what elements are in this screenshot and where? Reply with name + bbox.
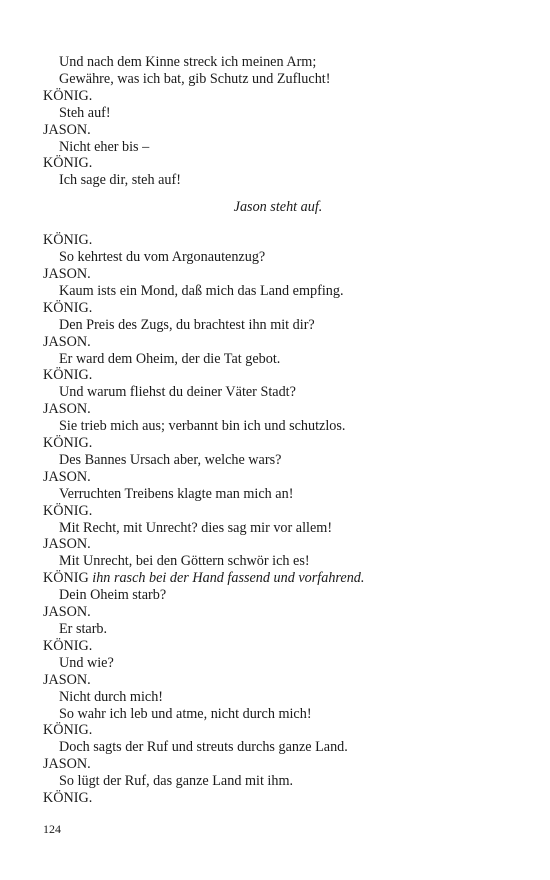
stage-direction: Jason steht auf. — [233, 199, 323, 216]
speaker-name: JASON. — [43, 756, 91, 773]
speaker-name: KÖNIG. — [43, 502, 93, 519]
verse-line: Mit Unrecht, bei den Göttern schwör ich es! — [59, 553, 310, 570]
verse-line: Nicht eher bis – — [59, 138, 150, 155]
dialogue-text — [43, 54, 513, 807]
speaker-name: JASON. — [43, 333, 91, 350]
speaker-name: JASON. — [43, 401, 91, 418]
verse-line: Ich sage dir, steh auf! — [59, 172, 181, 189]
speaker-with-direction — [43, 570, 513, 587]
verse-line: Doch sagts der Ruf und streuts durchs ganze Land. — [59, 739, 348, 756]
speaker-name: JASON. — [43, 468, 91, 485]
speaker-name: JASON. — [43, 121, 91, 138]
speaker-name: KÖNIG. — [43, 367, 93, 384]
verse-line: Und wie? — [59, 654, 114, 671]
speaker-name: KÖNIG. — [43, 87, 93, 104]
speaker-name: KÖNIG. — [43, 155, 93, 172]
verse-line: So lügt der Ruf, das ganze Land mit ihm. — [59, 773, 294, 790]
speaker-name: JASON. — [43, 265, 91, 282]
verse-line: Gewähre, was ich bat, gib Schutz und Zuflucht! — [59, 70, 331, 87]
verse-line: Mit Recht, mit Unrecht? dies sag mir vor allem! — [59, 519, 333, 536]
stage-direction-inline: ihn rasch bei der Hand fassend und vorfahrend. — [92, 570, 365, 587]
verse-line: Er ward dem Oheim, der die Tat gebot. — [59, 350, 281, 367]
verse-line: Steh auf! — [59, 104, 111, 121]
verse-line: Den Preis des Zugs, du brachtest ihn mit dir? — [59, 316, 315, 333]
speaker-name: KÖNIG. — [43, 435, 93, 452]
speaker-name: KÖNIG — [43, 570, 89, 587]
speaker-name: KÖNIG. — [43, 637, 93, 654]
verse-line: Und nach dem Kinne streck ich meinen Arm; — [59, 54, 317, 70]
speaker-name: KÖNIG. — [43, 299, 93, 316]
speaker-name: JASON. — [43, 536, 91, 553]
speaker-name: KÖNIG. — [43, 790, 93, 807]
verse-line: Und warum fliehst du deiner Väter Stadt? — [59, 384, 296, 401]
verse-line: Sie trieb mich aus; verbannt bin ich und schutzlos. — [59, 418, 346, 435]
speaker-name: KÖNIG. — [43, 722, 93, 739]
verse-line: Kaum ists ein Mond, daß mich das Land empfing. — [59, 282, 344, 299]
page-number: 124 — [43, 822, 61, 836]
verse-line: Des Bannes Ursach aber, welche wars? — [59, 451, 282, 468]
verse-line: Nicht durch mich! — [59, 688, 164, 705]
verse-line: So kehrtest du vom Argonautenzug? — [59, 249, 266, 266]
speaker-name: KÖNIG. — [43, 232, 93, 249]
verse-line: Verruchten Treibens klagte man mich an! — [59, 485, 294, 502]
verse-line: Dein Oheim starb? — [59, 587, 167, 604]
verse-line: Er starb. — [59, 621, 108, 637]
speaker-name: JASON. — [43, 671, 91, 688]
speaker-name: JASON. — [43, 604, 91, 621]
verse-line: So wahr ich leb und atme, nicht durch mich! — [59, 705, 312, 722]
